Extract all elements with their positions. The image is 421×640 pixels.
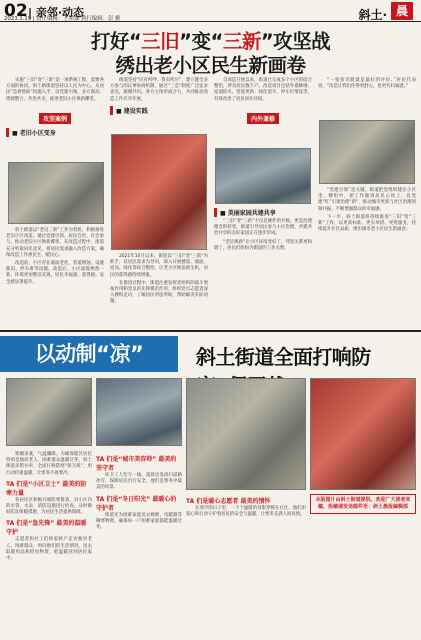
article1-col1 bbox=[6, 78, 104, 137]
article2-body-b: 志愿者和社工们挨家挨户走访独居老人、困难群众，询问他们的生活情况，送去取暖用品和慰问物资，把温暖送到居民家中。 bbox=[6, 537, 92, 562]
article2-col3 bbox=[186, 494, 306, 518]
tag-section: 攻坚案例 bbox=[39, 113, 71, 124]
page-header bbox=[0, 0, 421, 22]
photo-courtyard bbox=[215, 148, 311, 204]
article2-sub-a: TA 们是“小区卫士” 最美的防寒力量 bbox=[6, 480, 87, 497]
article2-col1 bbox=[6, 452, 92, 562]
photo-volunteer-1 bbox=[6, 378, 92, 446]
article1-col2-body bbox=[110, 254, 208, 306]
photo-winter-care bbox=[310, 378, 416, 490]
editor-note: 本版图片由斜土街道提供。欢迎广大读者来稿，投稿请发送邮件至：斜土晨报编辑部 bbox=[310, 494, 416, 514]
article2-sub-d: TA 们是暖心志愿者 最美的情怀 bbox=[186, 498, 271, 505]
article2-headline: 斜土街道全面打响防 bbox=[196, 345, 371, 369]
article1-col2 bbox=[110, 78, 208, 118]
edition-title: 斜土· bbox=[358, 8, 387, 22]
article2-body-c: 环卫工人坚守一线，凌晨出发清扫道路冰雪，保障居民出行安全，他们是寒冬中最美的风景。 bbox=[96, 473, 182, 491]
article2-intro: 寒潮来袭，气温骤降。为确保辖区居民特别是独居老人、困难群众温暖过冬，斜土街道多措并举，全面打响防寒“保卫战”，用行动传递温暖，让寒冬不再寒冷。 bbox=[6, 452, 92, 476]
article1-col3-body bbox=[214, 208, 312, 252]
article1-subheadline: 绣出老小区民生新画卷 bbox=[115, 54, 306, 77]
section-name: | 亲邻·动态 bbox=[28, 6, 85, 19]
article1-col1-body bbox=[6, 228, 104, 286]
photo-renovated-building bbox=[319, 120, 415, 184]
article2-banner: 以动制“凉” bbox=[0, 336, 178, 372]
article1-col2b: 2021年10月以来，街道以“三旧”变“三新”为抓手，以居民需求为导向，深入开展楼道、墙面、屋顶、绿化等综合整治，让老小区焕发新生机，居民的获得感持续增强。 bbox=[110, 254, 208, 278]
article1-col4a: “一张张笑脸就是最好的评价。”居民代表说，“改造让我们住得更舒心，也更有归属感。” bbox=[318, 78, 416, 90]
photo-residential-block bbox=[8, 162, 104, 224]
article2-sub-c: TA 们是“城市美容师” 最美的坚守者 bbox=[96, 456, 177, 472]
article1-col4 bbox=[318, 78, 416, 90]
article1-lead: 实施“三旧”变“三新”是一项系统工程，需要各方面的协同。斜土路街道坚持以人民为中心，从居民“急难愁盼”问题入手，以党建引领、多方联动、资源整合、共治共享，推进老旧小区焕新蝶变。 bbox=[6, 78, 104, 102]
article1-headline: 打好“三旧”变“三新”攻坚战 bbox=[90, 30, 331, 53]
article1-col2a: 街道坚持“民有所呼、我有所应”，建立健全多方参与的议事协商机制，通过“三会”制度广泛征求意见，凝聚共识。各方主体形成合力，共同推动改造工作有序开展。 bbox=[110, 78, 208, 102]
article2-col2 bbox=[96, 452, 182, 531]
article1-body1b: 改造前，小区存在墙面老化、管道锈蚀、设施陈旧、停车难等问题。改造后，小区面貌焕然一新，环境更加整洁美观，居民幸福感、获得感、安全感显著提升。 bbox=[6, 261, 104, 285]
tag-inside-outside: 内外兼修 bbox=[247, 113, 279, 124]
article2-col4 bbox=[310, 494, 416, 514]
sub-heading-3: ■ 美丽家园共建共享 bbox=[214, 208, 312, 217]
issue-meta: 2023.1.19 | 责任编辑：王墨嘉 执行编辑：彭 雅 bbox=[4, 16, 121, 22]
article1-col4b: “党建引领”是关键。街道把党组织建在小区里、楼组中，把工作做到居民心坎上，以党建“红”引领治理“新”，推动城市更新与社区治理同频共振，不断增强群众的幸福感。 bbox=[318, 188, 416, 212]
article1-col3c: “老房焕新”让小区环境变好了，邻里关系更和谐了，居民们纷纷为街道的工作点赞。 bbox=[214, 239, 312, 251]
photo-volunteer-2 bbox=[96, 378, 182, 446]
article2-body-e: 街道还为困难家庭送去棉被、电暖器等御寒物资，确保每一户困难家庭都能温暖过冬。 bbox=[96, 512, 182, 531]
newspaper-logo: 晨 bbox=[391, 2, 413, 20]
photo-volunteer-group bbox=[186, 378, 306, 490]
article1-col4-body bbox=[318, 188, 416, 233]
sub-heading-2: ■ 建设实践 bbox=[110, 106, 208, 115]
photo-red-building bbox=[111, 134, 207, 250]
section-divider bbox=[0, 330, 421, 332]
article2-sub-b: TA 们是“急先锋” 最美的温暖守护 bbox=[6, 520, 87, 537]
article1-col3b: “三旧”变“三新”不仅是硬件的升级，更是治理理念的转变。街道引导居民参与小区治理，共建共治共享的美好家园正在逐步形成。 bbox=[214, 219, 312, 237]
sub-heading-1: ■ 老旧小区变身 bbox=[6, 128, 104, 137]
article1-body1: 斜土街道以“老房三新”工作为契机，积极推进老旧小区改造。通过党建引领、居民自治、社会参与，推动老旧小区焕新蝶变。在改造过程中，街道充分听取居民意见，将居民需求融入改造方案，确保改造工作惠民生、暖民心。 bbox=[6, 228, 104, 258]
article1-col3 bbox=[214, 78, 312, 127]
article2-sub-e: TA 们是“冬日阳光” 最暖心的守护者 bbox=[96, 495, 177, 512]
article1-col4c: 下一步，斜土街道将持续推进“三旧”变“三新”工作，以更高标准、更实举措、更优服务，持续提升社区品质，绣出城市老小区民生新画卷。 bbox=[318, 214, 416, 233]
article2-body-d: 在寒冷的日子里，一个个温暖的身影穿梭在社区，他们用爱心和行动守护着居民的安全与温暖，让寒冬充满人间真情。 bbox=[186, 506, 306, 518]
article1-col2c: 在推进过程中，街道注重发挥党组织的战斗堡垒作用和党员的先锋模范作用，组织党员志愿者深入楼组走访，了解居民所思所盼，帮助解决实际问题。 bbox=[110, 280, 208, 305]
article1-col3a: 自改造开展以来，街道已完成多个小区的综合整治，涉及居民数千户。改造项目包括外墙修缮、屋面防水、管道更新、绿化提升、停车位增设等，有效改善了居民居住环境。 bbox=[214, 78, 312, 102]
page-number: 02 bbox=[4, 1, 28, 21]
article2-body-a: 各居民区积极开展防寒排查，对小区内的水管、水表、消防设施进行检查，及时做好防冻保暖措施，为居民生活提供保障。 bbox=[6, 497, 92, 516]
